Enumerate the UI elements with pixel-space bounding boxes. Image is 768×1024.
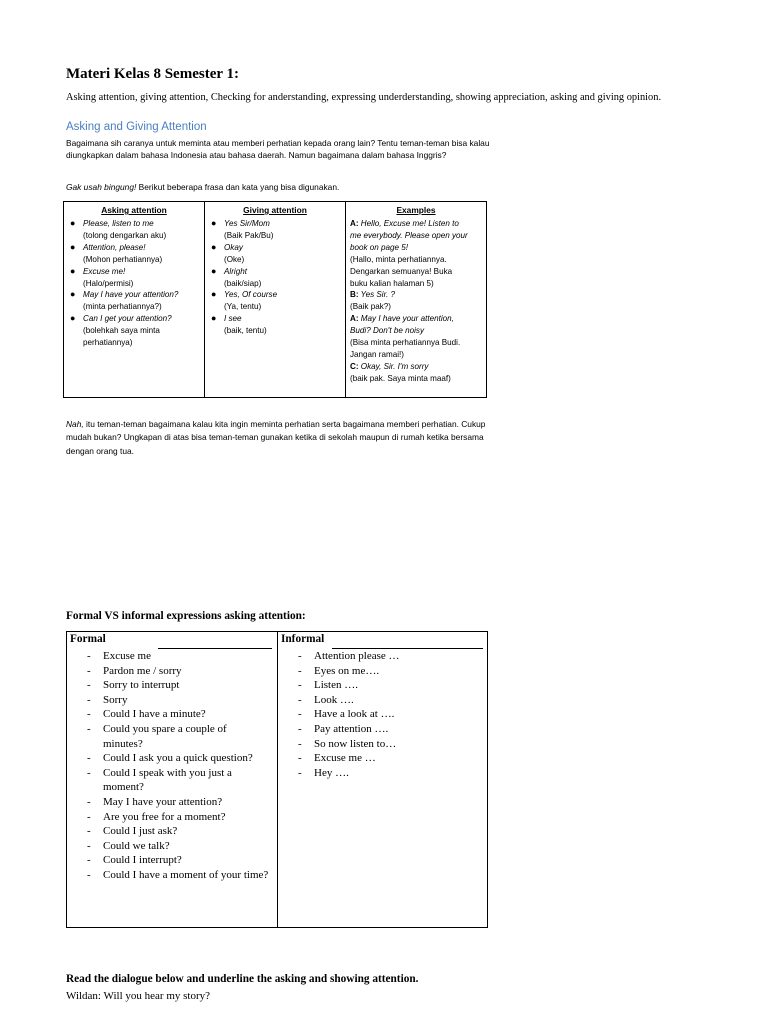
- asking-item: [68, 218, 202, 242]
- formal-expression-text: Could I ask you a quick question?: [103, 752, 253, 765]
- informal-expression-text: Listen ….: [314, 679, 358, 692]
- asking-attention-header: Asking attention: [101, 205, 167, 215]
- bullet-icon: ●: [211, 289, 217, 300]
- giving-item-english: Okay: [224, 242, 243, 252]
- giving-item-translation: (Baik Pak/Bu): [224, 230, 274, 240]
- formal-expression-text: Could I have a moment of your time?: [103, 868, 269, 881]
- example-english: Okay, Sir. I'm sorry: [358, 361, 429, 371]
- examples-header: Examples: [396, 205, 436, 215]
- section-heading: Asking and Giving Attention: [66, 121, 207, 133]
- dash-marker: -: [87, 722, 91, 735]
- dash-marker: -: [87, 825, 91, 838]
- giving-item-english: Alright: [224, 266, 247, 276]
- dash-marker: -: [87, 693, 91, 706]
- informal-expression: [298, 649, 478, 664]
- formal-expression: [87, 795, 269, 810]
- asking-item-english: Can I get your attention?: [83, 314, 172, 324]
- asking-item-english: Attention, please!: [83, 242, 146, 252]
- giving-item: [209, 313, 343, 337]
- formal-expression: [87, 868, 269, 883]
- example-speaker: A:: [350, 314, 359, 324]
- bullet-icon: ●: [70, 289, 76, 300]
- section-note-rest: Berikut beberapa frasa dan kata yang bisa digunakan.: [136, 182, 340, 192]
- examples-column: [346, 202, 486, 397]
- asking-item: [68, 242, 202, 266]
- formal-expression-text: Could I speak with you just a moment?: [103, 766, 232, 794]
- dash-marker: -: [87, 766, 91, 779]
- formal-expression: [87, 766, 269, 795]
- reading-instruction: Read the dialogue below and underline the asking and showing attention.: [66, 973, 419, 985]
- formal-expression-text: Could we talk?: [103, 839, 170, 852]
- example-line: [350, 242, 484, 254]
- dash-marker: -: [87, 664, 91, 677]
- formal-expression: [87, 722, 269, 751]
- bullet-icon: ●: [70, 241, 76, 252]
- informal-expression: [298, 751, 478, 766]
- giving-attention-header: Giving attention: [243, 205, 307, 215]
- example-speaker: C:: [350, 361, 359, 371]
- formal-expression: [87, 853, 269, 868]
- asking-item: [68, 289, 202, 313]
- asking-item: [68, 313, 202, 349]
- example-line: [350, 373, 484, 385]
- section-body: Bagaimana sih caranya untuk meminta atau memberi perhatian kepada orang lain? Tentu teman-teman bisa kalau diungkapkan dalam bahasa Indonesia atau bahasa daerah. Namun bagaimana dalam bahasa Inggris?: [66, 138, 490, 161]
- asking-item-translation: (Mohon perhatiannya): [83, 254, 163, 264]
- example-translation: (Baik pak?): [350, 302, 391, 312]
- bullet-icon: ●: [211, 241, 217, 252]
- asking-item-english: May I have your attention?: [83, 290, 179, 300]
- informal-expression: [298, 707, 478, 722]
- giving-item: [209, 289, 343, 313]
- informal-expression-text: Have a look at ….: [314, 708, 395, 721]
- dash-marker: -: [298, 737, 302, 750]
- formal-expression: [87, 810, 269, 825]
- formal-expression-text: Could I have a minute?: [103, 708, 206, 721]
- formal-header: Formal: [70, 633, 106, 645]
- formal-expression: [87, 751, 269, 766]
- example-translation: Dengarkan semuanya! Buka: [350, 266, 453, 276]
- example-english: May I have your attention,: [358, 314, 454, 324]
- formal-expression: [87, 664, 269, 679]
- formal-expression-text: Could I just ask?: [103, 825, 178, 838]
- asking-item: [68, 266, 202, 290]
- example-english: Budi? Don't be noisy: [350, 326, 424, 336]
- informal-column: [278, 632, 487, 927]
- informal-expression-text: Attention please …: [314, 650, 400, 662]
- giving-item-english: Yes, Of course: [224, 290, 278, 300]
- example-line: [350, 361, 484, 373]
- dash-marker: -: [298, 708, 302, 721]
- example-line: [350, 301, 484, 313]
- giving-item: [209, 242, 343, 266]
- intro-text: Asking attention, giving attention, Checking for anderstanding, expressing underderstanding, showing appreciation, asking and giving opinion.: [66, 92, 662, 103]
- informal-expression-text: Excuse me …: [314, 752, 376, 765]
- formal-expression: [87, 678, 269, 693]
- giving-item-translation: (baik/siap): [224, 278, 262, 288]
- informal-list: [298, 649, 478, 780]
- informal-expression: [298, 693, 478, 708]
- formal-expression: [87, 824, 269, 839]
- giving-item-translation: (Oke): [224, 254, 245, 264]
- informal-expression: [298, 737, 478, 752]
- dash-marker: -: [87, 752, 91, 765]
- informal-expression-text: Hey ….: [314, 766, 349, 779]
- asking-item-translation: (Halo/permisi): [83, 278, 134, 288]
- asking-item-english: Excuse me!: [83, 266, 126, 276]
- formal-expression: [87, 707, 269, 722]
- asking-item-translation: (minta perhatiannya?): [83, 302, 162, 312]
- formal-expression-text: Could I interrupt?: [103, 854, 182, 867]
- informal-expression-text: So now listen to…: [314, 737, 397, 750]
- examples-list: [350, 218, 484, 385]
- formal-expression-text: Pardon me / sorry: [103, 664, 182, 677]
- example-english: Yes Sir. ?: [358, 290, 395, 300]
- dash-marker: -: [87, 854, 91, 867]
- formal-list: [87, 649, 269, 883]
- example-english: me everybody. Please open your: [350, 230, 468, 240]
- giving-item-english: I see: [224, 314, 242, 324]
- example-line: [350, 278, 484, 290]
- giving-attention-column: [205, 202, 346, 397]
- example-line: [350, 289, 484, 301]
- dash-marker: -: [87, 839, 91, 852]
- formal-expression-text: May I have your attention?: [103, 795, 223, 808]
- bullet-icon: ●: [70, 313, 76, 324]
- asking-attention-column: [64, 202, 205, 397]
- page-title: Materi Kelas 8 Semester 1:: [66, 66, 239, 82]
- section-note-italic: Gak usah bingung!: [66, 182, 137, 192]
- formal-column: [67, 632, 278, 927]
- bullet-icon: ●: [211, 218, 217, 228]
- informal-expression-text: Eyes on me….: [314, 664, 380, 677]
- dash-marker: -: [298, 752, 302, 765]
- dash-marker: -: [87, 708, 91, 721]
- example-line: [350, 313, 484, 325]
- dialogue-line: Wildan: Will you hear my story?: [66, 990, 211, 1002]
- section-note: [66, 182, 339, 192]
- informal-expression: [298, 678, 478, 693]
- example-translation: buku kalian halaman 5): [350, 278, 434, 288]
- formal-expression-text: Excuse me: [103, 650, 151, 662]
- example-speaker: B:: [350, 290, 359, 300]
- closing-rest: itu teman-teman bagaimana kalau kita ingin meminta perhatian serta bagaimana memberi perhatian. Cukup mudah bukan? Ungkapan di atas bisa teman-teman gunakan ketika di sekolah maupun di rumah ketika bersama dengan orang tua.: [66, 419, 486, 456]
- example-speaker: A:: [350, 219, 359, 228]
- closing-italic: Nah,: [66, 419, 84, 429]
- asking-item-translation: (bolehkah saya minta perhatiannya): [83, 326, 160, 348]
- example-english: Hello, Excuse me! Listen to: [358, 219, 459, 228]
- dash-marker: -: [87, 868, 91, 881]
- informal-header: Informal: [281, 633, 325, 645]
- formal-expression: [87, 649, 269, 664]
- formal-expression-text: Are you free for a moment?: [103, 810, 226, 823]
- asking-item-translation: (tolong dengarkan aku): [83, 230, 167, 240]
- asking-attention-list: [68, 218, 202, 349]
- example-translation: Jangan ramai!): [350, 349, 404, 359]
- formal-informal-title: Formal VS informal expressions asking attention:: [66, 610, 306, 622]
- example-line: [350, 230, 484, 242]
- dash-marker: -: [298, 722, 302, 735]
- bullet-icon: ●: [211, 313, 217, 324]
- informal-expression-text: Pay attention ….: [314, 722, 389, 735]
- bullet-icon: ●: [211, 265, 217, 276]
- giving-item: [209, 266, 343, 290]
- formal-expression-text: Sorry to interrupt: [103, 679, 180, 692]
- bullet-icon: ●: [70, 218, 76, 228]
- formal-expression-text: Sorry: [103, 693, 128, 706]
- example-line: [350, 325, 484, 337]
- example-line: [350, 254, 484, 266]
- informal-expression: [298, 722, 478, 737]
- giving-item-translation: (baik, tentu): [224, 326, 267, 336]
- formal-informal-table: [66, 631, 488, 928]
- example-line: [350, 349, 484, 361]
- dash-marker: -: [298, 650, 302, 662]
- giving-item-english: Yes Sir/Mom: [224, 219, 270, 228]
- dash-marker: -: [87, 650, 91, 662]
- bullet-icon: ●: [70, 265, 76, 276]
- example-line: [350, 218, 484, 230]
- giving-attention-list: [209, 218, 343, 337]
- dash-marker: -: [87, 679, 91, 692]
- giving-item-translation: (Ya, tentu): [224, 302, 262, 312]
- asking-item-english: Please, listen to me: [83, 219, 154, 228]
- example-line: [350, 266, 484, 278]
- example-translation: (Bisa minta perhatiannya Budi.: [350, 338, 461, 348]
- example-line: [350, 337, 484, 349]
- giving-item: [209, 218, 343, 242]
- example-translation: (Hallo, minta perhatiannya.: [350, 254, 447, 264]
- dash-marker: -: [87, 795, 91, 808]
- attention-table: [63, 201, 487, 398]
- informal-expression-text: Look ….: [314, 693, 354, 706]
- example-english: book on page 5!: [350, 242, 409, 252]
- dash-marker: -: [298, 679, 302, 692]
- formal-expression: [87, 839, 269, 854]
- informal-expression: [298, 664, 478, 679]
- dash-marker: -: [298, 766, 302, 779]
- dash-marker: -: [87, 810, 91, 823]
- dash-marker: -: [298, 693, 302, 706]
- informal-expression: [298, 766, 478, 781]
- dash-marker: -: [298, 664, 302, 677]
- closing-paragraph: [66, 418, 496, 458]
- example-translation: (baik pak. Saya minta maaf): [350, 373, 451, 383]
- formal-expression-text: Could you spare a couple of minutes?: [103, 722, 227, 750]
- formal-expression: [87, 693, 269, 708]
